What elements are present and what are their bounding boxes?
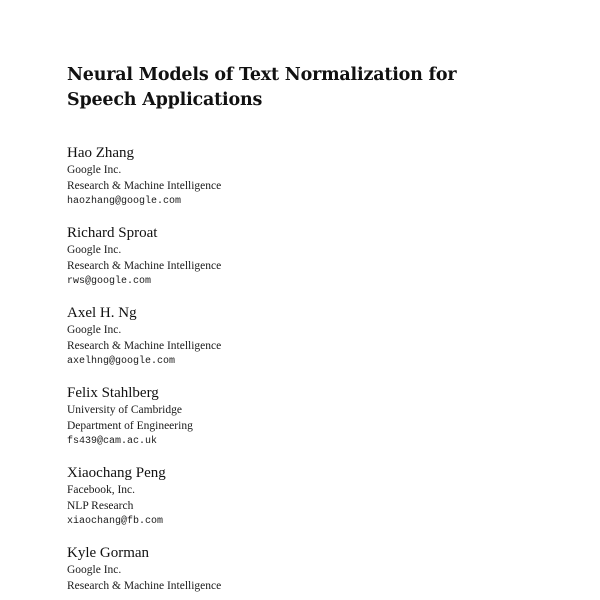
author-email: fs439@cam.ac.uk [67, 436, 158, 447]
author-department: Research & Machine Intelligence [67, 260, 222, 272]
author-email: xiaochang@fb.com [67, 516, 164, 527]
author-email: rws@google.com [67, 276, 152, 287]
author-affiliation: University of Cambridge [67, 404, 182, 416]
author-block-axel-ng [67, 305, 221, 370]
author-name: Kyle Gorman [67, 545, 150, 561]
author-name: Axel H. Ng [67, 305, 137, 321]
author-name: Felix Stahlberg [67, 385, 159, 401]
paper-title-line-1: Neural Models of Text Normalization for [67, 65, 457, 85]
author-affiliation: Google Inc. [67, 164, 122, 176]
author-department: Research & Machine Intelligence [67, 180, 222, 192]
author-affiliation: Google Inc. [67, 324, 122, 336]
author-block-kyle-gorman [67, 545, 221, 594]
author-name: Xiaochang Peng [67, 465, 166, 481]
author-name: Hao Zhang [67, 145, 135, 161]
author-department: Research & Machine Intelligence [67, 580, 222, 592]
author-block-hao-zhang [67, 145, 221, 210]
author-email: axelhng@google.com [67, 356, 176, 367]
author-email: haozhang@google.com [67, 196, 182, 207]
paper-title-line-2: Speech Applications [67, 90, 263, 110]
author-department: NLP Research [67, 500, 134, 512]
author-name: Richard Sproat [67, 225, 158, 241]
author-block-felix-stahlberg [67, 385, 193, 450]
author-block-richard-sproat [67, 225, 221, 290]
author-department: Research & Machine Intelligence [67, 340, 222, 352]
author-department: Department of Engineering [67, 420, 193, 432]
author-affiliation: Facebook, Inc. [67, 484, 136, 496]
author-affiliation: Google Inc. [67, 564, 122, 576]
paper-title [67, 63, 456, 113]
author-block-xiaochang-peng [67, 465, 166, 530]
author-affiliation: Google Inc. [67, 244, 122, 256]
